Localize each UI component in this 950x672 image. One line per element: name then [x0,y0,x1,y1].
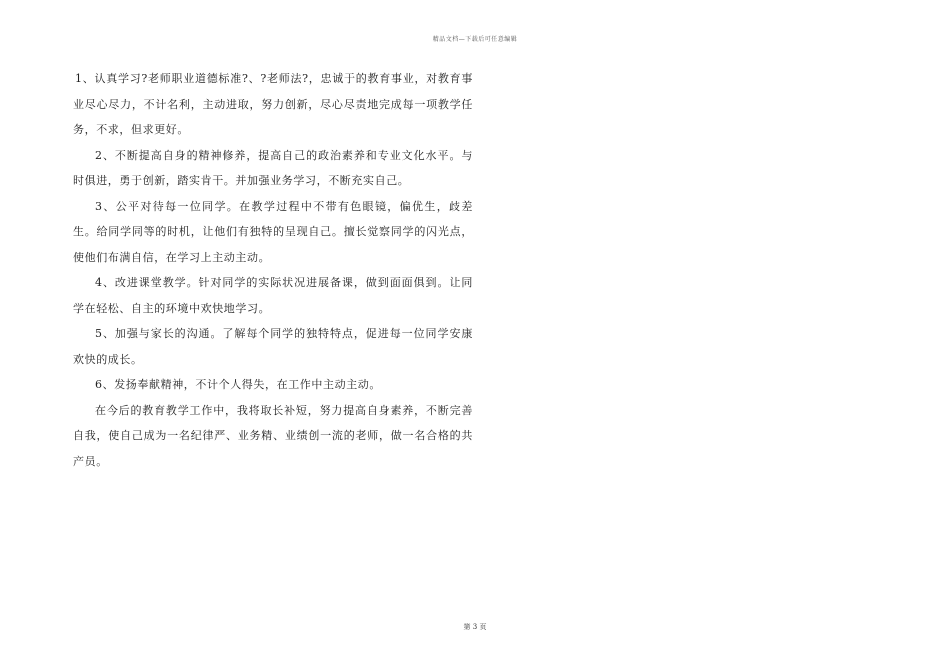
page-number: 第 3 页 [463,623,487,631]
paragraph-4: 4、改进课堂教学。针对同学的实际状况进展备课，做到面面俱到。让同学在轻松、自主的环境中欢快地学习。 [73,276,473,315]
document-body [73,66,473,474]
paragraph-2: 2、不断提高自身的精神修养，提高自己的政治素养和专业文化水平。与时俱进，勇于创新，踏实肯干。并加强业务学习，不断充实自己。 [73,148,473,187]
paragraph-3: 3、公平对待每一位同学。在教学过程中不带有色眼镜，偏优生，歧差生。给同学同等的时机，让他们有独特的呈现自己。擅长觉察同学的闪光点，使他们布满自信，在学习上主动主动。 [73,199,473,264]
paragraph-7: 在今后的教育教学工作中，我将取长补短，努力提高自身素养，不断完善自我，使自己成为一名纪律严、业务精、业绩创一流的老师，做一名合格的共产员。 [73,403,473,468]
paragraph-5: 5、加强与家长的沟通。了解每个同学的独特特点，促进每一位同学安康欢快的成长。 [73,327,473,366]
paragraph-6: 6、发扬奉献精神，不计个人得失，在工作中主动主动。 [95,378,381,391]
paragraph-1: 1、认真学习?老师职业道德标准?、?老师法?，忠诚于的教育事业，对教育事业尽心尽力，不计名利，主动进取，努力创新，尽心尽责地完成每一项教学任务，不求，但求更好。 [73,72,473,136]
page-header: 精品文档—下载后可任意编辑 [432,36,518,43]
